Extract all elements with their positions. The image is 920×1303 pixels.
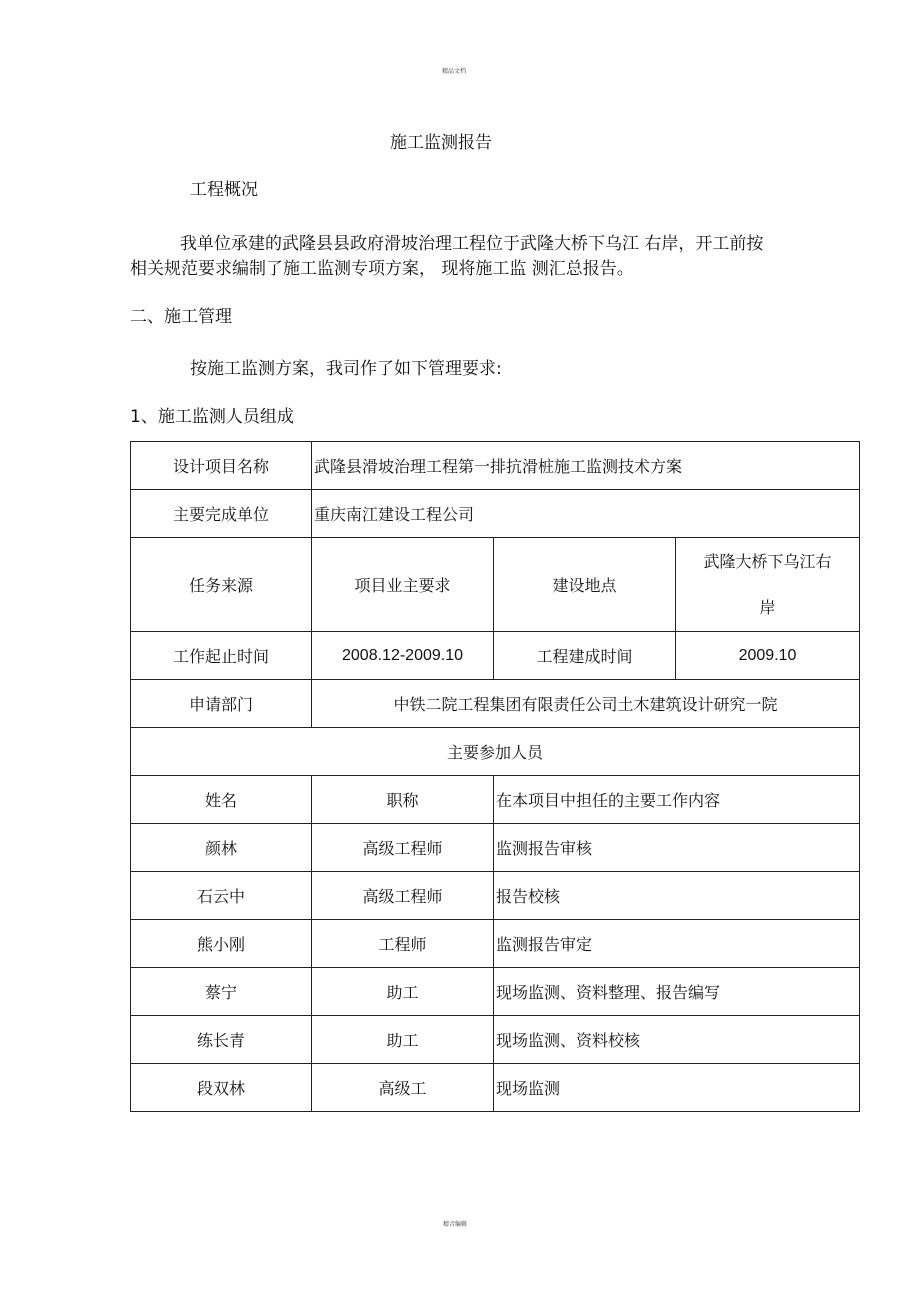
table-row	[131, 538, 860, 632]
table-row	[131, 1064, 860, 1112]
period-label: 工作起止时间	[131, 632, 312, 680]
table-row	[131, 872, 860, 920]
staff-heading: 主要参加人员	[131, 728, 860, 776]
intro-line-2: 相关规范要求编制了施工监测专项方案， 现将施工监 测汇总报告。	[130, 259, 634, 279]
table-row	[131, 632, 860, 680]
staff-name: 石云中	[131, 872, 312, 920]
col-name-header: 姓名	[131, 776, 312, 824]
staff-title: 助工	[312, 1016, 494, 1064]
unit-label: 主要完成单位	[131, 490, 312, 538]
staff-name: 蔡宁	[131, 968, 312, 1016]
staff-name: 熊小刚	[131, 920, 312, 968]
site-value-line2: 岸	[759, 597, 776, 617]
staff-name: 段双林	[131, 1064, 312, 1112]
built-value: 2009.10	[676, 632, 860, 680]
subsection-heading: 1、施工监测人员组成	[130, 407, 294, 427]
footer-watermark: 精音编辑	[443, 1221, 468, 1228]
header-watermark: 精品文档	[442, 68, 467, 75]
col-title-header: 职称	[312, 776, 494, 824]
section1-heading: 工程概况	[190, 180, 258, 200]
site-value-line1: 武隆大桥下乌江右	[703, 551, 832, 571]
section2-heading: 二、施工管理	[130, 307, 232, 327]
staff-title: 高级工程师	[312, 824, 494, 872]
design-value: 武隆县滑坡治理工程第一排抗滑桩施工监测技术方案	[312, 442, 860, 490]
staff-duty: 报告校核	[494, 872, 860, 920]
table-header-row	[131, 776, 860, 824]
intro-line-1: 我单位承建的武隆县县政府滑坡治理工程位于武隆大桥下乌江 右岸，开工前按	[180, 234, 764, 254]
personnel-table	[130, 441, 860, 1112]
staff-title: 高级工	[312, 1064, 494, 1112]
table-row	[131, 442, 860, 490]
col-duty-header: 在本项目中担任的主要工作内容	[494, 776, 860, 824]
dept-value: 中铁二院工程集团有限责任公司土木建筑设计研究一院	[312, 680, 860, 728]
design-label: 设计项目名称	[131, 442, 312, 490]
table-row	[131, 490, 860, 538]
table-row	[131, 728, 860, 776]
staff-title: 助工	[312, 968, 494, 1016]
staff-name: 颜林	[131, 824, 312, 872]
management-sentence: 按施工监测方案，我司作了如下管理要求:	[190, 359, 502, 379]
staff-duty: 监测报告审核	[494, 824, 860, 872]
unit-value: 重庆南江建设工程公司	[312, 490, 860, 538]
source-value: 项目业主要求	[312, 538, 494, 632]
source-label: 任务来源	[131, 538, 312, 632]
document-title: 施工监测报告	[390, 133, 492, 153]
site-value	[676, 538, 860, 632]
table-row	[131, 968, 860, 1016]
staff-title: 工程师	[312, 920, 494, 968]
built-label: 工程建成时间	[494, 632, 676, 680]
site-label: 建设地点	[494, 538, 676, 632]
staff-duty: 监测报告审定	[494, 920, 860, 968]
staff-duty: 现场监测	[494, 1064, 860, 1112]
staff-duty: 现场监测、资料校核	[494, 1016, 860, 1064]
period-value: 2008.12-2009.10	[312, 632, 494, 680]
staff-duty: 现场监测、资料整理、报告编写	[494, 968, 860, 1016]
staff-title: 高级工程师	[312, 872, 494, 920]
table-row	[131, 680, 860, 728]
table-row	[131, 824, 860, 872]
dept-label: 申请部门	[131, 680, 312, 728]
staff-name: 练长青	[131, 1016, 312, 1064]
table-row	[131, 920, 860, 968]
table-row	[131, 1016, 860, 1064]
